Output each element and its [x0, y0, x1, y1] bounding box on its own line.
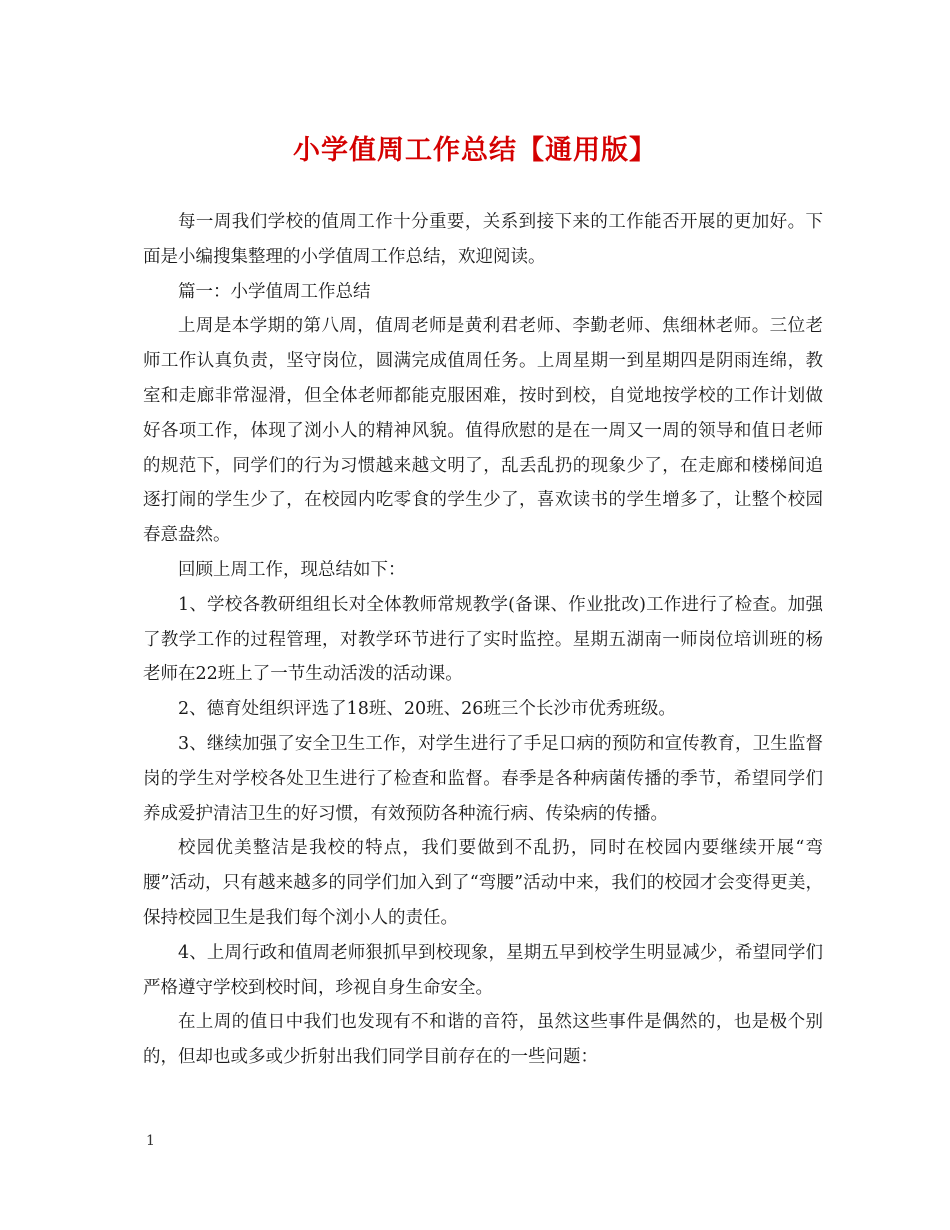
document-title: 小学值周工作总结【通用版】 [293, 135, 657, 166]
page-number: 1 [146, 1133, 155, 1149]
paragraph-item-1: 1、学校各教研组组长对全体教师常规教学(备课、作业批改)工作进行了检查。加强了教学工作的过程管理，对教学环节进行了实时监控。星期五湖南一师岗位培训班的杨老师在22班上了一节生动活泼的活动课。 [143, 594, 823, 685]
paragraph-campus-clean: 校园优美整洁是我校的特点，我们要做到不乱扔，同时在校园内要继续开展“弯腰”活动，只有越来越多的同学们加入到了“弯腰”活动中来，我们的校园才会变得更美，保持校园卫生是我们每个浏小人的责任。 [143, 838, 823, 928]
paragraph-week-summary: 上周是本学期的第八周，值周老师是黄利君老师、李勤老师、焦细林老师。三位老师工作认真负责，坚守岗位，圆满完成值周任务。上周星期一到星期四是阴雨连绵，教室和走廊非常湿滑，但全体老师都能克服困难，按时到校，自觉地按学校的工作计划做好各项工作，体现了浏小人的精神风貌。值得欣慰的是在一周又一周的领导和值日老师的规范下，同学们的行为习惯越来越文明了，乱丢乱扔的现象少了，在走廊和楼梯间追逐打闹的学生少了，在校园内吃零食的学生少了，喜欢读书的学生增多了，让整个校园春意盎然。 [143, 316, 823, 546]
paragraph-item-4: 4、上周行政和值周老师狠抓早到校现象，星期五早到校学生明显减少，希望同学们严格遵守学校到校时间，珍视自身生命安全。 [143, 942, 823, 998]
paragraph-issues: 在上周的值日中我们也发现有不和谐的音符，虽然这些事件是偶然的，也是极个别的，但却也或多或少折射出我们同学目前存在的一些问题： [143, 1012, 823, 1068]
document-body [143, 205, 823, 1075]
paragraph-item-3: 3、继续加强了安全卫生工作，对学生进行了手足口病的预防和宣传教育，卫生监督岗的学生对学校各处卫生进行了检查和监督。春季是各种病菌传播的季节，希望同学们养成爱护清洁卫生的好习惯，有效预防各种流行病、传染病的传播。 [143, 733, 823, 824]
paragraph-intro: 每一周我们学校的值周工作十分重要，关系到接下来的工作能否开展的更加好。下面是小编搜集整理的小学值周工作总结，欢迎阅读。 [143, 212, 823, 267]
paragraph-item-2: 2、德育处组织评选了18班、20班、26班三个长沙市优秀班级。 [178, 699, 676, 720]
paragraph-section-heading: 篇一：小学值周工作总结 [178, 281, 371, 302]
paragraph-review-heading: 回顾上周工作，现总结如下： [178, 559, 406, 580]
